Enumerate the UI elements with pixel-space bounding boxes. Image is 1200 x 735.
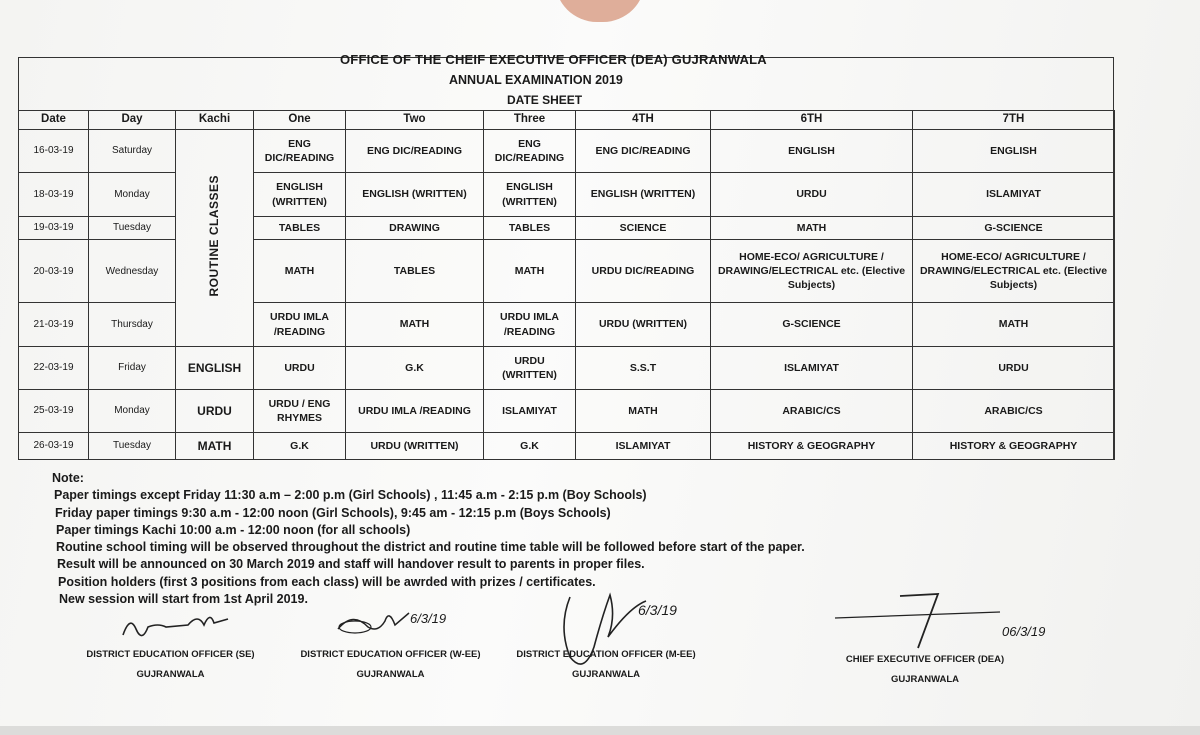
cell-4th: S.S.T — [576, 346, 711, 389]
notes-title: Note: — [52, 471, 84, 485]
signature-block-ceo — [820, 624, 1046, 690]
cell-6th: ISLAMIYAT — [711, 346, 913, 389]
cell-date: 26-03-19 — [19, 433, 89, 460]
cell-4th: URDU DIC/READING — [576, 240, 711, 303]
cell-kachi: MATH — [176, 433, 254, 460]
cell-three: ISLAMIYAT — [484, 390, 576, 433]
routine-classes-label: ROUTINE CLASSES — [207, 175, 222, 297]
signature-place: GUJRANWALA — [356, 669, 425, 680]
cell-two: G.K — [346, 346, 484, 389]
cell-day: Saturday — [89, 130, 176, 173]
cell-two: URDU IMLA /READING — [346, 390, 484, 433]
col-6th: 6TH — [711, 111, 913, 130]
exam-title: ANNUAL EXAMINATION 2019 — [449, 73, 623, 87]
thumb-shadow — [555, 0, 645, 22]
cell-date: 25-03-19 — [19, 390, 89, 433]
cell-day: Tuesday — [89, 216, 176, 240]
signature-date: 06/3/19 — [1002, 624, 1046, 639]
table-row — [19, 390, 1115, 433]
cell-one: G.K — [254, 433, 346, 460]
cell-kachi: ENGLISH — [176, 346, 254, 389]
cell-6th: ARABIC/CS — [711, 390, 913, 433]
cell-4th: ENGLISH (WRITTEN) — [576, 173, 711, 216]
cell-one: URDU / ENG RHYMES — [254, 390, 346, 433]
note-line: Paper timings except Friday 11:30 a.m – 2:00 p.m (Girl Schools) , 11:45 a.m - 2:15 p.m (Boy Schools) — [54, 488, 647, 503]
signature-scribble — [118, 605, 238, 645]
cell-one: URDU IMLA /READING — [254, 303, 346, 346]
cell-kachi: URDU — [176, 390, 254, 433]
note-line: Routine school timing will be observed throughout the district and routine time table will be followed before start of the paper. — [56, 540, 805, 555]
cell-4th: ENG DIC/READING — [576, 130, 711, 173]
signature-block-se — [78, 645, 263, 685]
cell-6th: ENGLISH — [711, 130, 913, 173]
table-row — [19, 433, 1115, 460]
table-row — [19, 130, 1115, 173]
note-line: Position holders (first 3 positions from each class) will be awrded with prizes / certificates. — [58, 574, 596, 589]
note-line: Friday paper timings 9:30 a.m - 12:00 noon (Girl Schools), 9:45 am - 12:15 p.m (Boys Schools) — [55, 505, 611, 520]
signature-block-mee — [500, 602, 712, 685]
cell-one: URDU — [254, 346, 346, 389]
notes-block — [52, 470, 805, 608]
col-day: Day — [89, 111, 176, 130]
col-one: One — [254, 111, 346, 130]
cell-three: MATH — [484, 240, 576, 303]
routine-classes-cell — [176, 130, 254, 347]
cell-day: Wednesday — [89, 240, 176, 303]
cell-three: ENG DIC/READING — [484, 130, 576, 173]
cell-three: URDU IMLA /READING — [484, 303, 576, 346]
table-row — [19, 346, 1115, 389]
cell-three: URDU (WRITTEN) — [484, 346, 576, 389]
signature-place: GUJRANWALA — [890, 674, 960, 685]
signature-block-wee — [288, 611, 493, 685]
col-date: Date — [19, 111, 89, 130]
cell-two: TABLES — [346, 240, 484, 303]
cell-one: ENGLISH (WRITTEN) — [254, 173, 346, 216]
signature-scribble — [830, 588, 1020, 658]
cell-7th: ENGLISH — [913, 130, 1115, 173]
note-line: New session will start from 1st April 2019. — [59, 592, 308, 607]
col-4th: 4TH — [576, 111, 711, 130]
cell-three: G.K — [484, 433, 576, 460]
cell-4th: MATH — [576, 390, 711, 433]
header-row — [19, 111, 1115, 130]
signature-title: DISTRICT EDUCATION OFFICER (W-EE) — [300, 649, 481, 660]
cell-7th: ARABIC/CS — [913, 390, 1115, 433]
cell-three: ENGLISH (WRITTEN) — [484, 173, 576, 216]
cell-two: ENGLISH (WRITTEN) — [346, 173, 484, 216]
signature-title: DISTRICT EDUCATION OFFICER (M-EE) — [516, 649, 696, 660]
cell-two: DRAWING — [346, 216, 484, 240]
cell-4th: URDU (WRITTEN) — [576, 303, 711, 346]
cell-6th: G-SCIENCE — [711, 303, 913, 346]
cell-6th: HOME-ECO/ AGRICULTURE / DRAWING/ELECTRICAL etc. (Elective Subjects) — [711, 240, 913, 303]
cell-7th: HISTORY & GEOGRAPHY — [913, 433, 1115, 460]
cell-6th: URDU — [711, 173, 913, 216]
cell-date: 20-03-19 — [19, 240, 89, 303]
signature-title: DISTRICT EDUCATION OFFICER (SE) — [86, 649, 255, 660]
note-line: Paper timings Kachi 10:00 a.m - 12:00 noon (for all schools) — [56, 522, 411, 537]
cell-day: Friday — [89, 346, 176, 389]
signature-title: CHIEF EXECUTIVE OFFICER (DEA) — [845, 654, 1005, 665]
cell-7th: HOME-ECO/ AGRICULTURE / DRAWING/ELECTRICAL etc. (Elective Subjects) — [913, 240, 1115, 303]
col-two: Two — [346, 111, 484, 130]
cell-one: MATH — [254, 240, 346, 303]
cell-date: 21-03-19 — [19, 303, 89, 346]
cell-7th: URDU — [913, 346, 1115, 389]
office-title: OFFICE OF THE CHEIF EXECUTIVE OFFICER (DEA) GUJRANWALA — [340, 52, 767, 67]
col-three: Three — [484, 111, 576, 130]
date-sheet-table — [18, 110, 1115, 460]
page-bottom-edge — [0, 726, 1200, 735]
signature-date: 6/3/19 — [410, 611, 447, 626]
cell-two: URDU (WRITTEN) — [346, 433, 484, 460]
cell-7th: G-SCIENCE — [913, 216, 1115, 240]
cell-7th: MATH — [913, 303, 1115, 346]
cell-day: Monday — [89, 390, 176, 433]
cell-7th: ISLAMIYAT — [913, 173, 1115, 216]
cell-two: ENG DIC/READING — [346, 130, 484, 173]
cell-one: ENG DIC/READING — [254, 130, 346, 173]
cell-one: TABLES — [254, 216, 346, 240]
cell-4th: ISLAMIYAT — [576, 433, 711, 460]
signature-date: 6/3/19 — [638, 602, 677, 618]
cell-4th: SCIENCE — [576, 216, 711, 240]
cell-day: Tuesday — [89, 433, 176, 460]
signature-place: GUJRANWALA — [136, 669, 205, 680]
cell-day: Monday — [89, 173, 176, 216]
cell-date: 16-03-19 — [19, 130, 89, 173]
col-kachi: Kachi — [176, 111, 254, 130]
cell-date: 19-03-19 — [19, 216, 89, 240]
cell-date: 18-03-19 — [19, 173, 89, 216]
cell-day: Thursday — [89, 303, 176, 346]
signature-scribble — [333, 603, 413, 643]
signature-place: GUJRANWALA — [571, 669, 641, 680]
sheet-title: DATE SHEET — [507, 93, 583, 107]
cell-6th: HISTORY & GEOGRAPHY — [711, 433, 913, 460]
cell-date: 22-03-19 — [19, 346, 89, 389]
cell-three: TABLES — [484, 216, 576, 240]
cell-two: MATH — [346, 303, 484, 346]
cell-6th: MATH — [711, 216, 913, 240]
col-7th: 7TH — [913, 111, 1115, 130]
note-line: Result will be announced on 30 March 2019 and staff will handover result to parents in proper files. — [57, 557, 645, 572]
